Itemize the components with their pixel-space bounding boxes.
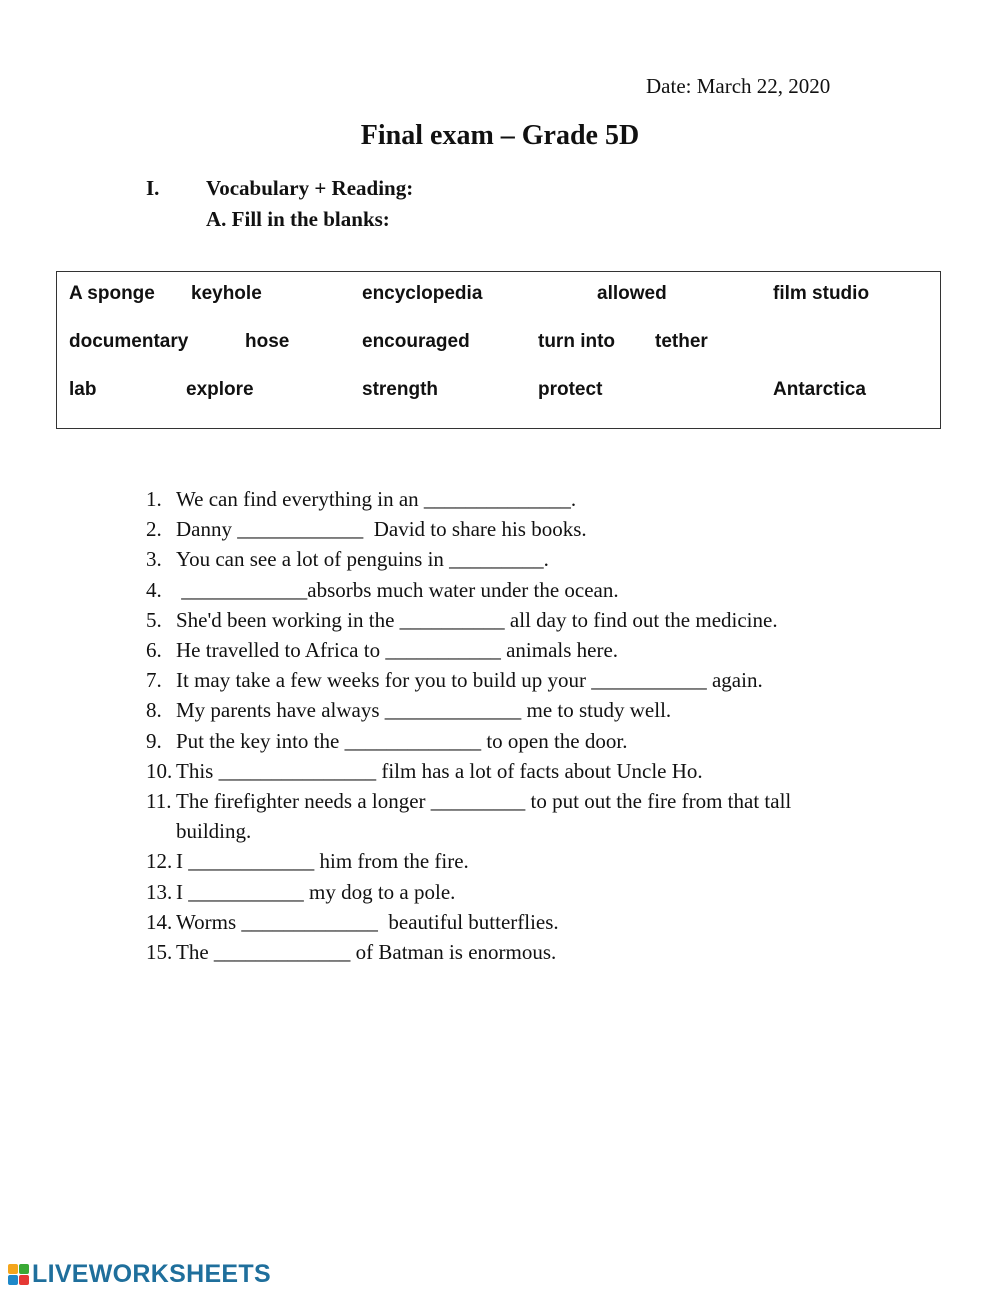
question-text: You can see a lot of penguins in _________. [176, 547, 549, 572]
question-number: 1. [146, 487, 162, 511]
question-item [146, 605, 866, 635]
question-item [146, 695, 866, 725]
question-text: I ___________ my dog to a pole. [176, 879, 456, 904]
word-bank-item: encouraged [362, 331, 470, 352]
question-text: We can find everything in an ______________. [176, 487, 577, 511]
question-number: 2. [146, 517, 162, 542]
question-text: I ____________ him from the fire. [176, 849, 469, 874]
question-number: 11. [146, 789, 172, 814]
subsection-title: A. Fill in the blanks: [206, 207, 390, 231]
word-bank-item: protect [538, 379, 603, 400]
word-bank-item: A sponge [69, 283, 155, 304]
word-bank-item: strength [362, 379, 438, 400]
question-item [146, 846, 866, 876]
section-title: Vocabulary + Reading: [206, 176, 414, 200]
question-number: 8. [146, 698, 162, 723]
question-list [146, 484, 866, 967]
question-text: The firefighter needs a longer _________ to put out the fire from that tall building. [176, 789, 797, 844]
question-item [146, 907, 866, 937]
question-text: He travelled to Africa to ___________ animals here. [176, 638, 619, 663]
word-bank-item: encyclopedia [362, 283, 483, 304]
question-item [146, 544, 866, 574]
word-bank-item: allowed [597, 283, 667, 304]
question-number: 4. [146, 577, 162, 602]
question-number: 9. [146, 728, 162, 753]
question-text: Put the key into the _____________ to open the door. [176, 728, 628, 753]
question-item [146, 726, 866, 756]
question-text: ____________absorbs much water under the ocean. [176, 577, 619, 602]
question-number: 7. [146, 668, 162, 693]
word-bank-box [56, 271, 941, 429]
question-item [146, 575, 866, 605]
footer-logo[interactable] [8, 1260, 271, 1288]
page-title: Final exam – Grade 5D [360, 120, 640, 151]
question-text: My parents have always _____________ me to study well. [176, 698, 672, 723]
word-bank-item: explore [186, 379, 254, 400]
question-item [146, 635, 866, 665]
word-bank-item: film studio [773, 283, 870, 304]
question-text: This _______________ film has a lot of facts about Uncle Ho. [176, 758, 703, 783]
question-item [146, 786, 866, 846]
question-item [146, 484, 866, 514]
word-bank-item: tether [655, 331, 708, 352]
question-number: 5. [146, 607, 162, 632]
date: Date: March 22, 2020 [646, 74, 831, 98]
question-number: 12. [146, 849, 173, 874]
question-item [146, 877, 866, 907]
question-text: She'd been working in the __________ all day to find out the medicine. [176, 607, 778, 632]
word-bank-item: hose [245, 331, 290, 352]
question-number: 10. [146, 758, 173, 783]
question-item [146, 665, 866, 695]
word-bank-item: Antarctica [773, 379, 866, 400]
word-bank-item: documentary [69, 331, 189, 352]
question-item [146, 937, 866, 967]
question-number: 3. [146, 547, 162, 572]
question-item [146, 514, 866, 544]
question-text: It may take a few weeks for you to build up your ___________ again. [176, 668, 763, 693]
logo-text: LIVEWORKSHEETS [32, 1259, 271, 1288]
question-text: The _____________ of Batman is enormous. [176, 940, 557, 965]
section-number: I. [146, 176, 160, 200]
question-number: 15. [146, 940, 173, 965]
question-number: 13. [146, 879, 173, 904]
liveworksheets-logo-icon [8, 1264, 29, 1285]
question-text: Danny ____________ David to share his books. [176, 517, 587, 542]
question-text: Worms _____________ beautiful butterflies. [176, 909, 559, 934]
word-bank-item: keyhole [191, 283, 262, 304]
question-number: 14. [146, 909, 173, 934]
question-item [146, 756, 866, 786]
word-bank-item: turn into [538, 331, 616, 352]
word-bank-item: lab [69, 379, 97, 400]
question-number: 6. [146, 638, 162, 663]
